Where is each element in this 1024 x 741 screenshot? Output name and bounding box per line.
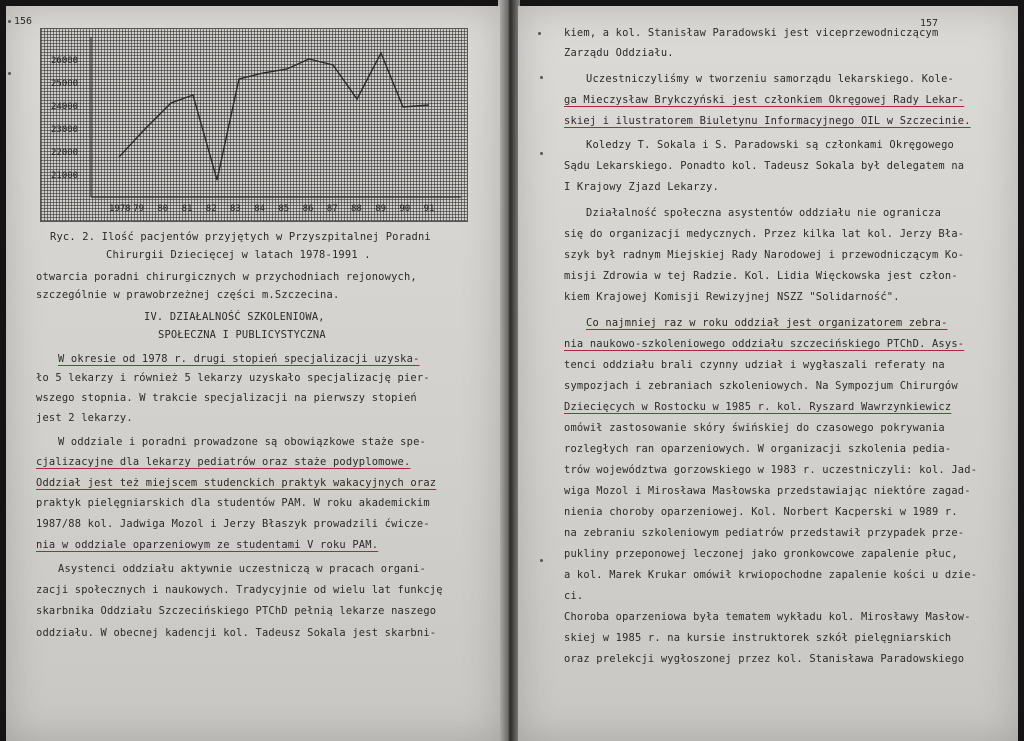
margin-mark — [8, 72, 11, 75]
y-tick-label: 26000 — [51, 56, 79, 66]
text-line: omówił zastosowanie skóry świńskiej do czasowego pokrywania — [564, 422, 945, 434]
text-line: oddziału. W obecnej kadencji kol. Tadeusz Sokala jest skarbni- — [36, 627, 437, 639]
figure-caption-cont: Chirurgii Dziecięcej w latach 1978-1991 . — [106, 249, 371, 261]
page-number: 157 — [920, 18, 939, 29]
text-line: kiem, a kol. Stanisław Paradowski jest viceprzewodniczącym — [564, 27, 939, 39]
text-line: Co najmniej raz w roku oddział jest organizatorem zebra- — [586, 317, 948, 329]
text-line: się do organizacji medycznych. Przez kilka lat kol. Jerzy Bła- — [564, 228, 965, 240]
text-line: Zarządu Oddziału. — [564, 47, 674, 59]
text-line: cjalizacyjne dla lekarzy pediatrów oraz staże podyplomowe. — [36, 456, 411, 468]
text-line: pukliny przeponowej leczonej jako gronkowcowe zapalenie płuc, — [564, 548, 958, 560]
text-line: Sądu Lekarskiego. Ponadto kol. Tadeusz Sokala był delegatem na — [564, 160, 965, 172]
text-line: nia w oddziale oparzeniowym ze studentami V roku PAM. — [36, 539, 379, 551]
y-axis-ticks — [51, 56, 78, 181]
text-line: kiem Krajowej Komisji Rewizyjnej NSZZ "Solidarność". — [564, 291, 900, 303]
x-tick-label: 90 — [399, 204, 411, 214]
x-tick-label: 91 — [423, 204, 435, 214]
section-heading-cont: SPOŁECZNA I PUBLICYSTYCZNA — [158, 329, 326, 341]
text-line: nienia choroby oparzeniowej. Kol. Norbert Kacperski w 1989 r. — [564, 506, 958, 518]
text-line: Choroba oparzeniowa była tematem wykładu kol. Mirosławy Masłow- — [564, 611, 971, 623]
y-tick-label: 24000 — [51, 102, 79, 112]
text-line: zacji społecznych i naukowych. Tradycyjnie od wielu lat funkcję — [36, 584, 443, 596]
left-page — [6, 6, 500, 741]
patient-count-chart — [40, 28, 468, 222]
text-line: skiej w 1985 r. na kursie instruktorek szkół pielęgniarskich — [564, 632, 952, 644]
text-line: misji Zdrowia w tej Radzie. Kol. Lidia Więckowska jest człon- — [564, 270, 958, 282]
x-tick-label: 83 — [230, 204, 241, 214]
x-tick-label: 84 — [254, 204, 266, 214]
text-line: praktyk pielęgniarskich dla studentów PAM. W roku akademickim — [36, 497, 430, 509]
text-line: ło 5 lekarzy i również 5 lekarzy uzyskało specjalizację pier- — [36, 372, 430, 384]
figure-caption: Ryc. 2. Ilość pacjentów przyjętych w Przyszpitalnej Poradni — [50, 231, 431, 243]
text-line: tenci oddziału brali czynny udział i wygłaszali referaty na — [564, 359, 945, 371]
text-line: skiej i ilustratorem Biuletynu Informacyjnego OIL w Szczecinie. — [564, 115, 971, 127]
book-spine — [498, 0, 520, 741]
text-line: Uczestniczyliśmy w tworzeniu samorządu lekarskiego. Kole- — [586, 73, 954, 85]
x-tick-label: 89 — [375, 204, 387, 214]
text-line: szyk był radnym Miejskiej Rady Narodowej i przewodniczącym Ko- — [564, 249, 965, 261]
section-heading: IV. DZIAŁALNOŚĆ SZKOLENIOWA, — [144, 311, 325, 323]
text-line: oraz prelekcji wygłoszonej przez kol. Stanisława Paradowskiego — [564, 653, 965, 665]
right-page — [518, 6, 1018, 741]
page-number: 156 — [14, 16, 33, 27]
text-line: skarbnika Oddziału Szczecińskiego PTChD pełnią lekarze naszego — [36, 605, 437, 617]
chart-svg — [41, 29, 467, 221]
text-line: Dziecięcych w Rostocku w 1985 r. kol. Ryszard Wawrzynkiewicz — [564, 401, 952, 413]
text-line: jest 2 lekarzy. — [36, 412, 133, 424]
text-line: I Krajowy Zjazd Lekarzy. — [564, 181, 719, 193]
text-line: wiga Mozol i Mirosława Masłowska przedstawiając niektóre zagad- — [564, 485, 971, 497]
margin-mark — [540, 152, 543, 155]
text-line: ga Mieczysław Brykczyński jest członkiem Okręgowej Rady Lekar- — [564, 94, 965, 106]
x-tick-label: 82 — [205, 204, 217, 214]
text-line: Koledzy T. Sokala i S. Paradowski są członkami Okręgowego — [586, 139, 954, 151]
text-line: sympozjach i zebraniach szkoleniowych. Na Sympozjum Chirurgów — [564, 380, 958, 392]
text-line: wszego stopnia. W trakcie specjalizacji na pierwszy stopień — [36, 392, 417, 404]
text-line: ci. — [564, 590, 584, 602]
text-line: otwarcia poradni chirurgicznych w przychodniach rejonowych, — [36, 271, 417, 283]
x-tick-label: 87 — [326, 204, 338, 214]
x-tick-label: 86 — [302, 204, 314, 214]
text-line: W okresie od 1978 r. drugi stopień specjalizacji uzyska- — [58, 353, 420, 365]
text-line: trów województwa gorzowskiego w 1983 r. uczestniczyli: kol. Jad- — [564, 464, 978, 476]
y-tick-label: 22000 — [51, 148, 79, 158]
text-line: 1987/88 kol. Jadwiga Mozol i Jerzy Błaszyk prowadzili ćwicze- — [36, 518, 430, 530]
y-tick-label: 25000 — [51, 79, 79, 89]
x-tick-label: 85 — [278, 204, 290, 214]
text-line: a kol. Marek Krukar omówił krwiopochodne zapalenie kości u dzie- — [564, 569, 978, 581]
x-tick-label: 1978 — [109, 204, 131, 214]
x-tick-label: 79 — [133, 204, 145, 214]
x-tick-label: 80 — [157, 204, 169, 214]
margin-mark — [540, 76, 543, 79]
series-line — [119, 53, 429, 180]
text-line: szczególnie w prawobrzeżnej części m.Szczecina. — [36, 289, 340, 301]
text-line: rozległych ran oparzeniowych. W organizacji szkolenia pedia- — [564, 443, 952, 455]
text-line: na zebraniu szkoleniowym pediatrów przedstawił przypadek prze- — [564, 527, 965, 539]
text-line: Działalność społeczna asystentów oddziału nie ogranicza — [586, 207, 942, 219]
y-tick-label: 21000 — [51, 171, 79, 181]
text-line: W oddziale i poradni prowadzone są obowiązkowe staże spe- — [58, 436, 426, 448]
margin-mark — [540, 559, 543, 562]
x-tick-label: 81 — [181, 204, 193, 214]
text-line: nia naukowo-szkoleniowego oddziału szczecińskiego PTChD. Asys- — [564, 338, 965, 350]
x-tick-label: 88 — [351, 204, 362, 214]
x-axis-ticks — [109, 204, 434, 214]
margin-mark — [8, 20, 11, 23]
text-line: Oddział jest też miejscem studenckich praktyk wakacyjnych oraz — [36, 477, 437, 489]
y-tick-label: 23000 — [51, 125, 79, 135]
margin-mark — [538, 32, 541, 35]
text-line: Asystenci oddziału aktywnie uczestniczą w pracach organi- — [58, 563, 426, 575]
